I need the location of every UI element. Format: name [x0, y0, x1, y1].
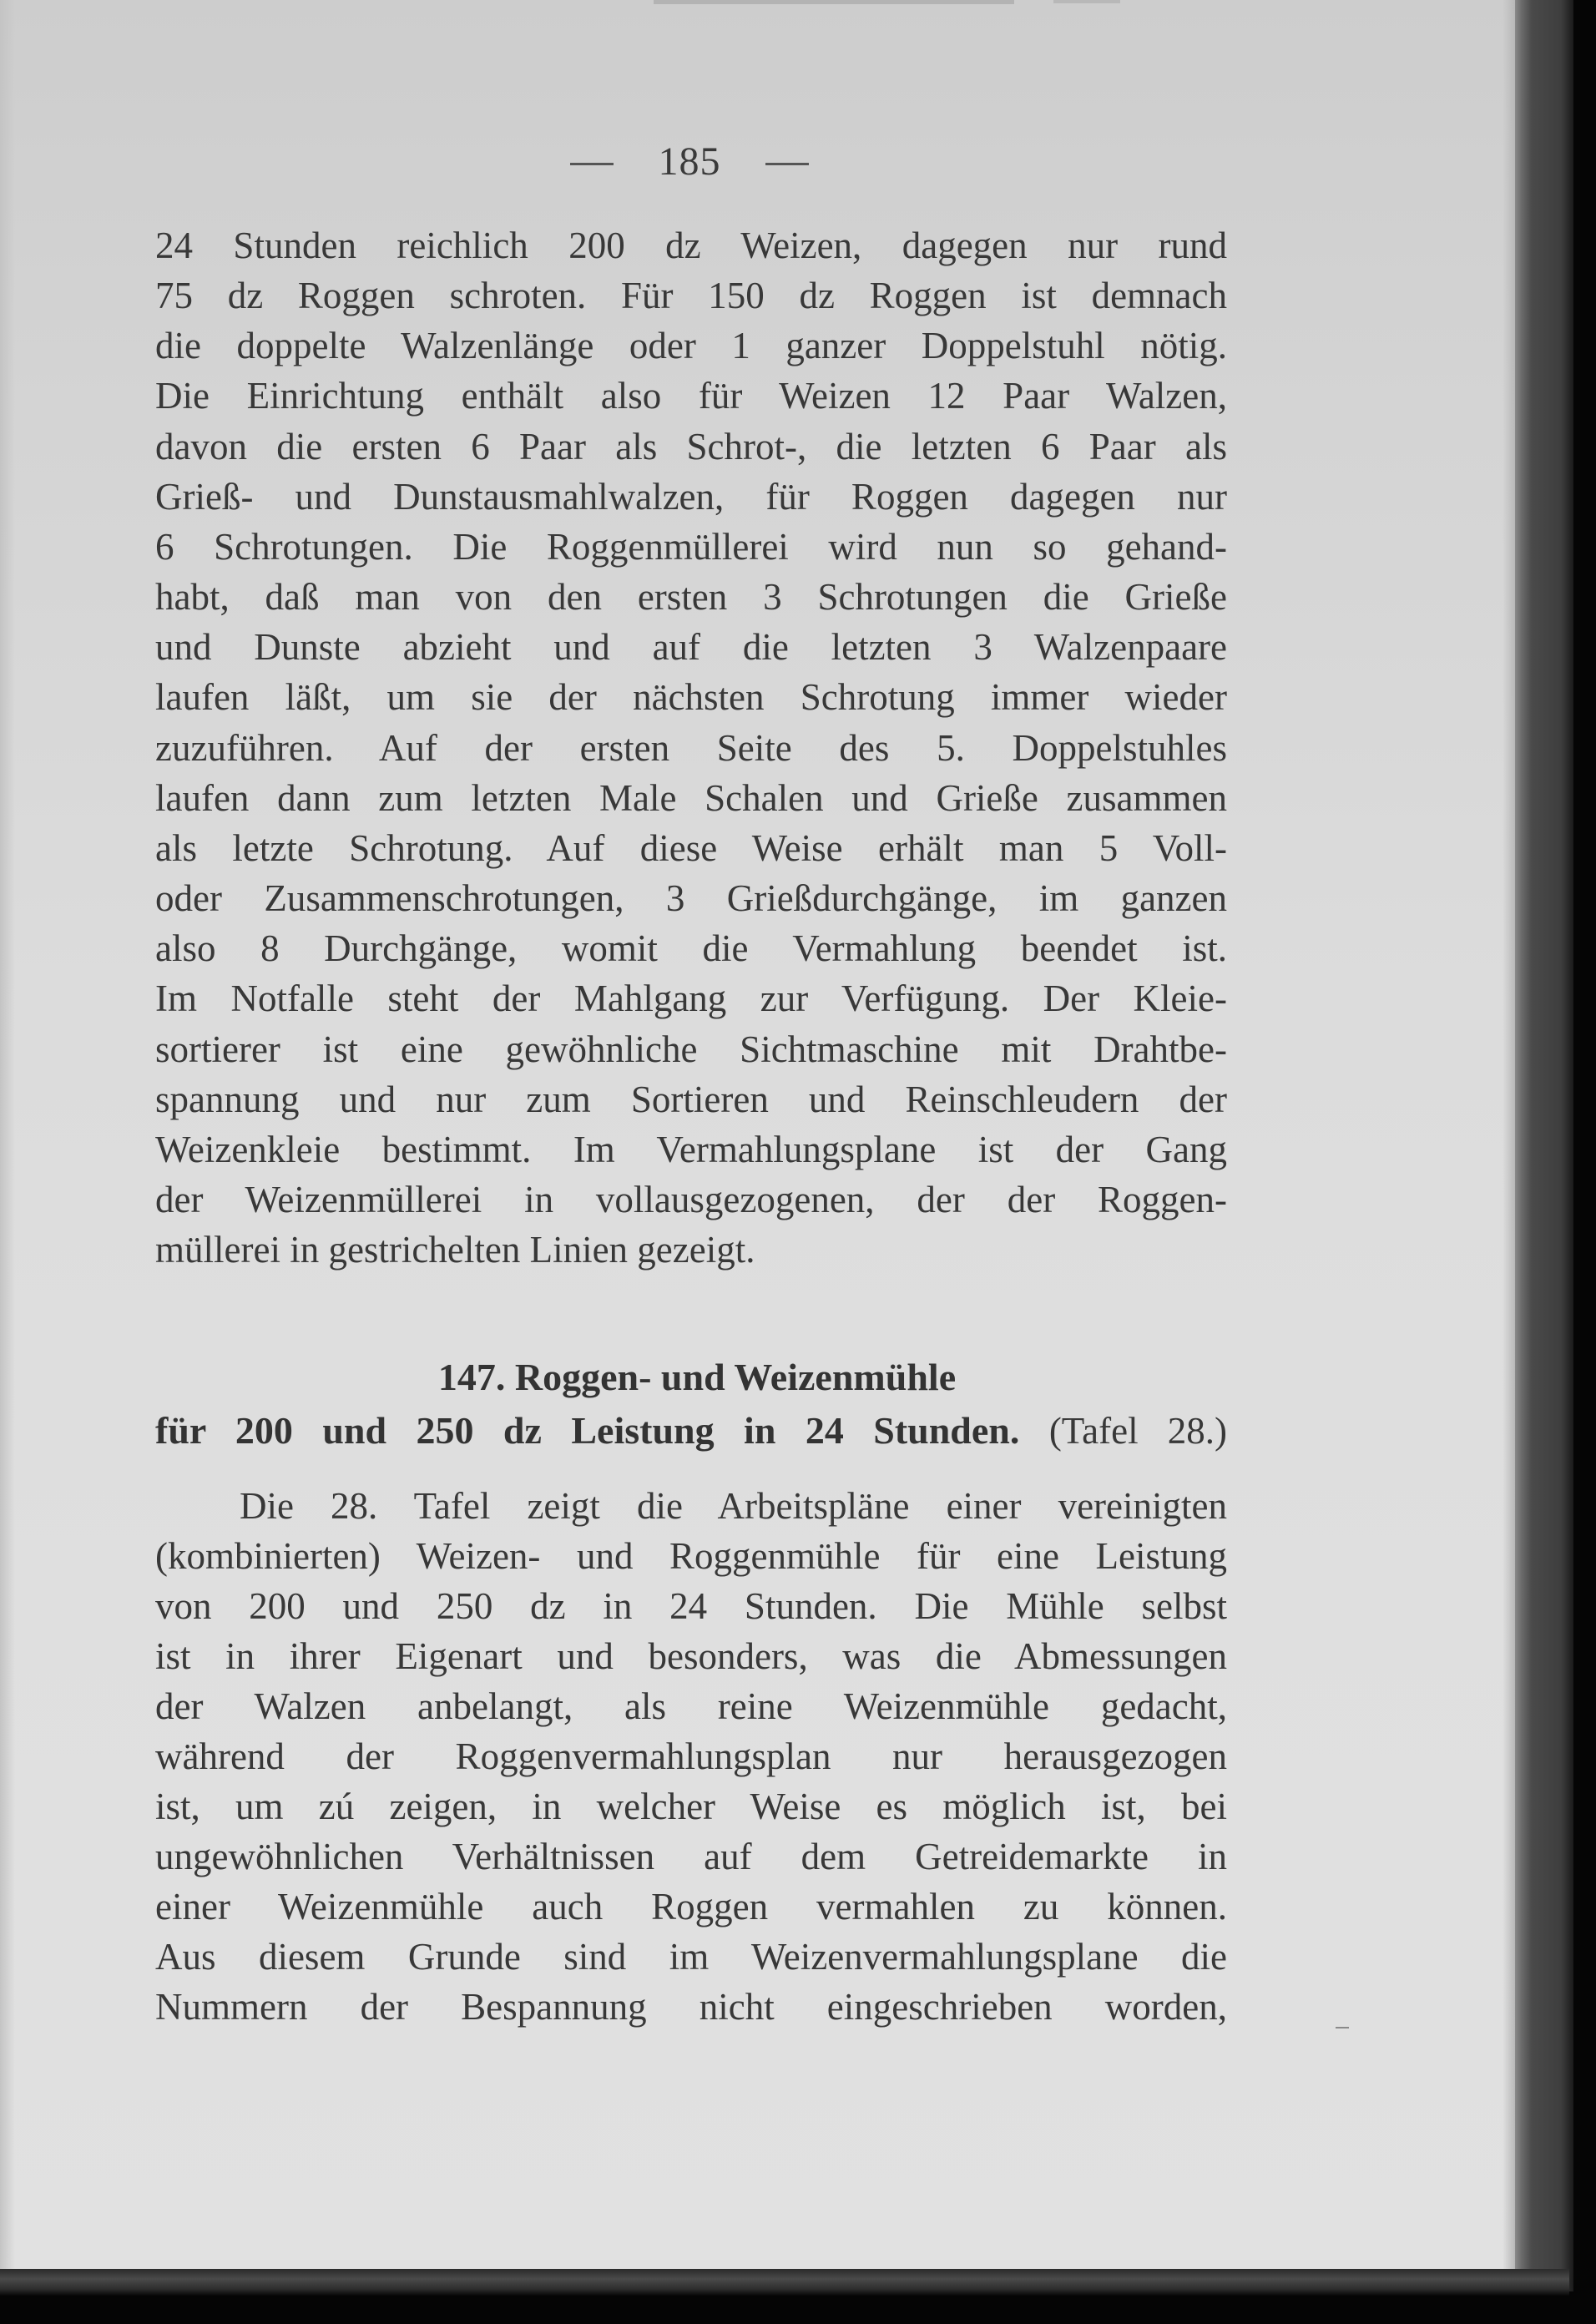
text-line: während der Roggenvermahlungsplan nur herausgezogen [155, 1735, 1227, 1777]
page-number [570, 139, 809, 184]
text-line: Weizenkleie bestimmt. Im Vermahlungsplane ist der Gang [155, 1129, 1227, 1170]
book-bottom-edge [0, 2269, 1569, 2296]
text-line: ist, um zú zeigen, in welcher Weise es möglich ist, bei [155, 1786, 1227, 1827]
text-line: Im Notfalle steht der Mahlgang zur Verfügung. Der Kleie- [155, 978, 1227, 1019]
text-line: von 200 und 250 dz in 24 Stunden. Die Mühle selbst [155, 1585, 1227, 1627]
text-line: 6 Schrotungen. Die Roggenmüllerei wird nun so gehand- [155, 526, 1227, 568]
book-edge-shadow [1515, 0, 1573, 2291]
text-line: Die 28. Tafel zeigt die Arbeitspläne einer vereinigten [240, 1485, 1227, 1527]
page-number-value: 185 [658, 139, 721, 184]
text-line: Grieß- und Dunstausmahlwalzen, für Roggen dagegen nur [155, 476, 1227, 518]
page-right-edge [1503, 0, 1515, 2269]
text-line: zuzuführen. Auf der ersten Seite des 5. Doppelstuhles [155, 727, 1227, 769]
text-line: Die Einrichtung enthält also für Weizen 12 Paar Walzen, [155, 375, 1227, 417]
text-line: Aus diesem Grunde sind im Weizenvermahlungsplane die [155, 1936, 1227, 1978]
plate-reference: (Tafel 28.) [1048, 1410, 1227, 1452]
text-line: laufen läßt, um sie der nächsten Schrotung immer wieder [155, 676, 1227, 718]
text-line: (kombinierten) Weizen- und Roggenmühle für eine Leistung [155, 1535, 1227, 1577]
text-line: habt, daß man von den ersten 3 Schrotungen die Grieße [155, 576, 1227, 618]
text-line: davon die ersten 6 Paar als Schrot-, die letzten 6 Paar als [155, 426, 1227, 467]
text-line: also 8 Durchgänge, womit die Vermahlung beendet ist. [155, 927, 1227, 969]
text-line: 75 dz Roggen schroten. Für 150 dz Roggen ist demnach [155, 275, 1227, 316]
page-left-shade [0, 0, 15, 2269]
text-line: und Dunste abzieht und auf die letzten 3 Walzenpaare [155, 626, 1227, 668]
text-line: der Weizenmüllerei in vollausgezogenen, der der Roggen- [155, 1179, 1227, 1220]
text-line: die doppelte Walzenlänge oder 1 ganzer Doppelstuhl nötig. [155, 325, 1227, 366]
section-title: 147. Roggen- und Weizenmühle [437, 1356, 957, 1398]
text-line: einer Weizenmühle auch Roggen vermahlen zu können. [155, 1886, 1227, 1927]
text-line: der Walzen anbelangt, als reine Weizenmühle gedacht, [155, 1685, 1227, 1727]
text-line: sortierer ist eine gewöhnliche Sichtmaschine mit Drahtbe- [155, 1028, 1227, 1070]
margin-mark [1336, 2027, 1349, 2028]
text-line: spannung und nur zum Sortieren und Reinschleudern der [155, 1079, 1227, 1120]
folio-dash-left [570, 163, 614, 165]
text-line: ungewöhnlichen Verhältnissen auf dem Getreidemarkte in [155, 1836, 1227, 1877]
text-line: müllerei in gestrichelten Linien gezeigt. [155, 1229, 755, 1271]
scan-artifact-top [654, 0, 1014, 4]
text-line: laufen dann zum letzten Male Schalen und Grieße zusammen [155, 777, 1227, 819]
text-line: 24 Stunden reichlich 200 dz Weizen, dagegen nur rund [155, 225, 1227, 266]
text-line: Nummern der Bespannung nicht eingeschrieben worden, [155, 1986, 1227, 2028]
text-line: oder Zusammenschrotungen, 3 Grießdurchgänge, im ganzen [155, 877, 1227, 919]
text-line: ist in ihrer Eigenart und besonders, was die Abmessungen [155, 1635, 1227, 1677]
section-subtitle-text: für 200 und 250 dz Leistung in 24 Stunden. [155, 1409, 1020, 1452]
folio-dash-right [765, 163, 809, 165]
scan-artifact-top-small [1053, 0, 1120, 3]
section-subtitle [155, 1411, 1227, 1451]
text-line: als letzte Schrotung. Auf diese Weise erhält man 5 Voll- [155, 827, 1227, 869]
